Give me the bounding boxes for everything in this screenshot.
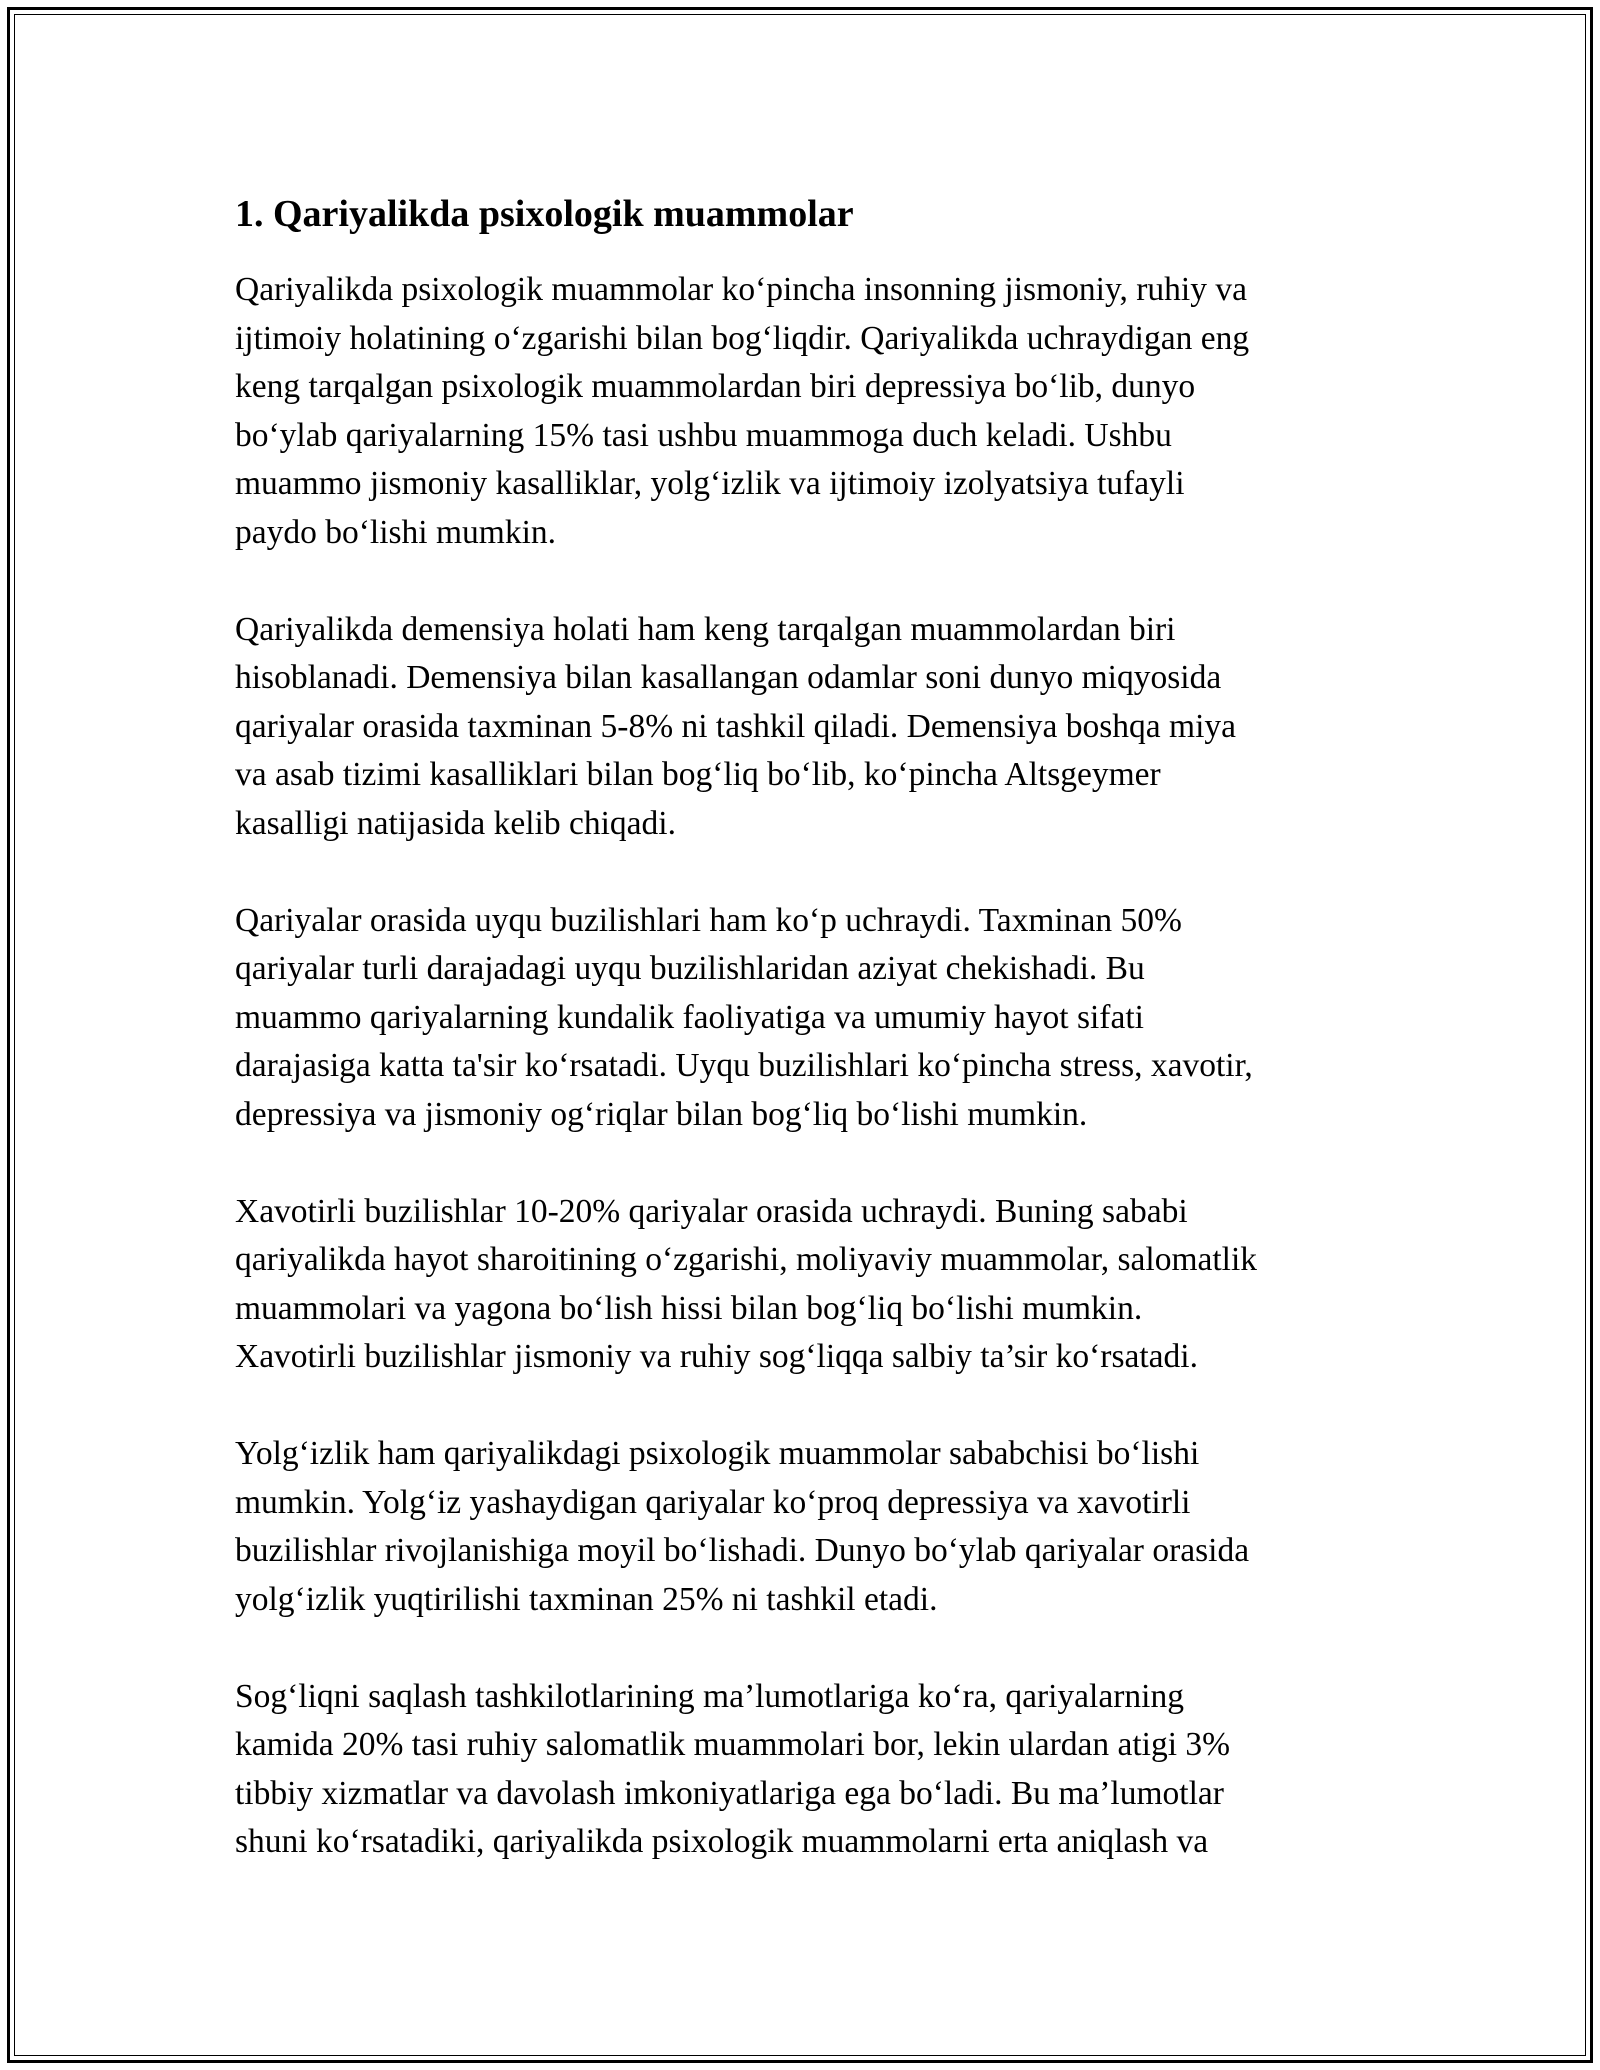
text-line: buzilishlar rivojlanishiga moyil bo‘lishadi. Dunyo bo‘ylab qariyalar orasida xyxy=(235,1532,1250,1569)
text-line: Sog‘liqni saqlash tashkilotlarining ma’lumotlariga ko‘ra, qariyalarning xyxy=(235,1677,1184,1715)
text-line: Qariyalikda demensiya holati ham keng tarqalgan muammolardan biri xyxy=(235,610,1176,648)
text-line: kamida 20% tasi ruhiy salomatlik muammolari bor, lekin ulardan atigi 3% xyxy=(235,1726,1231,1763)
section-heading: 1. Qariyalikda psixologik muammolar xyxy=(235,193,854,235)
document-body xyxy=(235,190,1365,1915)
text-line: qariyalar orasida taxminan 5-8% ni tashkil qiladi. Demensiya boshqa miya xyxy=(235,707,1237,745)
text-line: Qariyalikda psixologik muammolar ko‘pincha insonning jismoniy, ruhiy va xyxy=(235,271,1247,308)
text-line: muammolari va yagona bo‘lish hissi bilan bog‘liq bo‘lishi mumkin. xyxy=(235,1289,1143,1327)
text-line: shuni ko‘rsatadiki, qariyalikda psixologik muammolarni erta aniqlash va xyxy=(235,1823,1209,1860)
text-line: ijtimoiy holatining o‘zgarishi bilan bog‘liqdir. Qariyalikda uchraydigan eng xyxy=(235,319,1250,357)
paragraph-dementia xyxy=(235,606,1365,849)
text-line: va asab tizimi kasalliklari bilan bog‘liq bo‘lib, ko‘pincha Altsgeymer xyxy=(235,756,1161,793)
text-line: keng tarqalgan psixologik muammolardan biri depressiya bo‘lib, dunyo xyxy=(235,368,1196,405)
paragraph-sleep-disorders xyxy=(235,897,1365,1140)
text-line: darajasiga katta ta'sir ko‘rsatadi. Uyqu buzilishlari ko‘pincha stress, xavotir, xyxy=(235,1047,1253,1084)
text-line: Xavotirli buzilishlar jismoniy va ruhiy sog‘liqqa salbiy ta’sir ko‘rsatadi. xyxy=(235,1338,1198,1375)
text-line: muammo jismoniy kasalliklar, yolg‘izlik va ijtimoiy izolyatsiya tufayli xyxy=(235,465,1185,502)
text-line: Xavotirli buzilishlar 10-20% qariyalar orasida uchraydi. Buning sababi xyxy=(235,1192,1188,1230)
paragraph-depression xyxy=(235,266,1365,557)
text-line: Qariyalar orasida uyqu buzilishlari ham ko‘p uchraydi. Taxminan 50% xyxy=(235,901,1182,939)
text-line: tibbiy xizmatlar va davolash imkoniyatlariga ega bo‘ladi. Bu ma’lumotlar xyxy=(235,1774,1224,1812)
text-line: hisoblanadi. Demensiya bilan kasallangan odamlar soni dunyo miqyosida xyxy=(235,659,1222,696)
text-line: paydo bo‘lishi mumkin. xyxy=(235,513,557,551)
paragraph-anxiety xyxy=(235,1188,1365,1382)
text-line: depressiya va jismoniy og‘riqlar bilan bog‘liq bo‘lishi mumkin. xyxy=(235,1095,1088,1133)
paragraph-health-statistics xyxy=(235,1673,1365,1867)
text-line: yolg‘izlik yuqtirilishi taxminan 25% ni tashkil etadi. xyxy=(235,1580,938,1618)
paragraph-loneliness xyxy=(235,1430,1365,1624)
text-line: Yolg‘izlik ham qariyalikdagi psixologik muammolar sababchisi bo‘lishi xyxy=(235,1435,1200,1472)
text-line: bo‘ylab qariyalarning 15% tasi ushbu muammoga duch keladi. Ushbu xyxy=(235,416,1172,454)
text-line: qariyalikda hayot sharoitining o‘zgarishi, moliyaviy muammolar, salomatlik xyxy=(235,1241,1258,1278)
text-line: qariyalar turli darajadagi uyqu buzilishlaridan aziyat chekishadi. Bu xyxy=(235,950,1145,987)
text-line: kasalligi natijasida kelib chiqadi. xyxy=(235,804,676,842)
text-line: muammo qariyalarning kundalik faoliyatiga va umumiy hayot sifati xyxy=(235,998,1144,1036)
text-line: mumkin. Yolg‘iz yashaydigan qariyalar ko‘proq depressiya va xavotirli xyxy=(235,1483,1191,1521)
